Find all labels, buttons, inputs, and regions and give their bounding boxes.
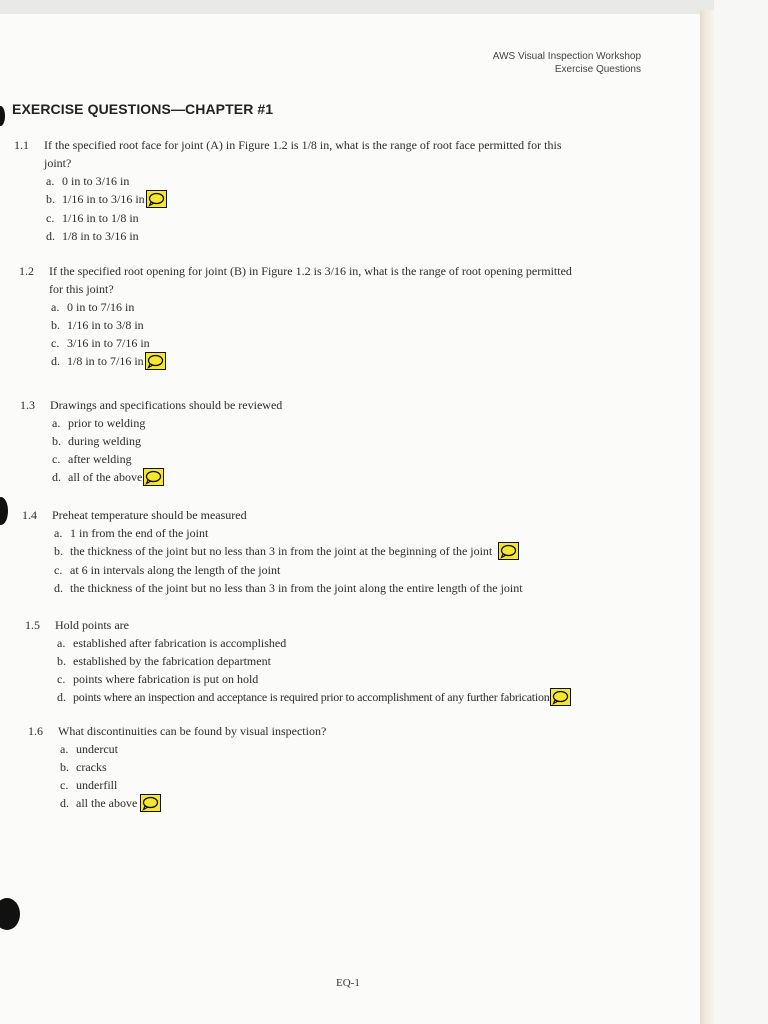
option-c: c. after welding	[52, 452, 132, 466]
option-a: a. established after fabrication is accomplished	[57, 636, 287, 650]
question-text-cont: joint?	[44, 156, 72, 170]
question-text: If the specified root opening for joint (B) in Figure 1.2 is 3/16 in, what is the range of root opening permitted	[49, 264, 572, 278]
option-b: b. 1/16 in to 3/8 in	[51, 318, 144, 332]
option-d: d. the thickness of the joint but no less than 3 in from the joint along the entire length of the joint	[54, 581, 523, 596]
option-a: a. 1 in from the end of the joint	[54, 526, 209, 540]
question-number: 1.4	[22, 508, 37, 522]
option-d: d. 1/8 in to 3/16 in	[46, 229, 139, 244]
page-footer: EQ-1	[336, 977, 360, 989]
option-c: c. points where fabrication is put on hold	[57, 672, 259, 686]
option-b: b. during welding	[52, 434, 141, 448]
chapter-title: EXERCISE QUESTIONS—CHAPTER #1	[12, 101, 274, 117]
scan-top-strip	[0, 0, 768, 14]
question-1-5	[25, 616, 571, 707]
option-d: d. points where an inspection and acceptance is required prior to accomplishment of any further fabrication	[25, 688, 571, 707]
speech-bubble-note-icon[interactable]	[498, 542, 519, 560]
question-1-6	[28, 722, 326, 813]
question-1-1	[14, 136, 562, 245]
option-b: b. 1/16 in to 3/16 in	[14, 190, 562, 209]
option-a: a. undercut	[60, 742, 118, 756]
speech-bubble-note-icon[interactable]	[143, 468, 164, 486]
question-number: 1.3	[20, 398, 35, 412]
question-number: 1.1	[14, 138, 29, 152]
question-1-2	[19, 262, 572, 371]
option-a: a. 0 in to 7/16 in	[51, 300, 135, 314]
question-text: Drawings and specifications should be reviewed	[50, 398, 283, 412]
header-line-1: AWS Visual Inspection Workshop	[492, 51, 641, 62]
question-text: If the specified root face for joint (A) in Figure 1.2 is 1/8 in, what is the range of root face permitted for this	[44, 138, 562, 152]
speech-bubble-note-icon[interactable]	[145, 352, 166, 370]
page-header	[493, 50, 641, 76]
option-c: c. at 6 in intervals along the length of the joint	[54, 563, 281, 578]
option-b: b. the thickness of the joint but no less than 3 in from the joint at the beginning of the joint	[22, 542, 523, 561]
page-edge	[700, 10, 714, 1024]
question-1-3	[20, 396, 282, 487]
option-a: a. 0 in to 3/16 in	[46, 174, 130, 188]
question-number: 1.2	[19, 264, 34, 278]
question-1-4	[22, 506, 523, 597]
option-c: c. underfill	[60, 778, 118, 792]
speech-bubble-note-icon[interactable]	[550, 688, 571, 706]
option-a: a. prior to welding	[52, 416, 146, 430]
option-d: d. all the above	[28, 794, 326, 813]
question-number: 1.5	[25, 618, 40, 632]
question-text: Preheat temperature should be measured	[52, 508, 247, 522]
option-d: d. 1/8 in to 7/16 in	[19, 352, 572, 371]
option-c: c. 3/16 in to 7/16 in	[51, 336, 150, 350]
question-text: Hold points are	[55, 618, 129, 632]
speech-bubble-note-icon[interactable]	[140, 794, 161, 812]
header-line-2: Exercise Questions	[554, 64, 641, 75]
question-number: 1.6	[28, 724, 43, 738]
option-c: c. 1/16 in to 1/8 in	[46, 211, 139, 226]
scan-right-margin	[714, 0, 768, 1024]
option-b: b. cracks	[60, 760, 107, 774]
question-text: What discontinuities can be found by visual inspection?	[58, 724, 327, 738]
option-d: d. all of the above	[20, 468, 282, 487]
option-b: b. established by the fabrication department	[57, 654, 271, 668]
question-text-cont: for this joint?	[49, 282, 114, 296]
speech-bubble-note-icon[interactable]	[146, 190, 167, 208]
